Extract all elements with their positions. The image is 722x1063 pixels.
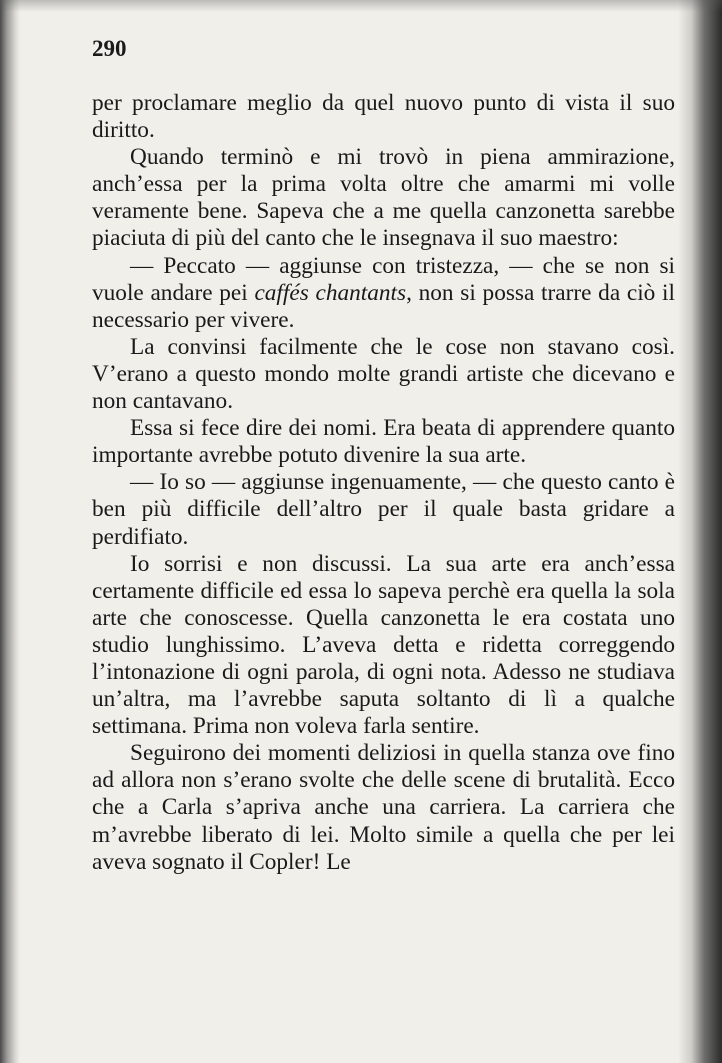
paragraph: Quando terminò e mi trovò in piena ammirazione, anch’essa per la prima volta oltre che amarmi mi volle veramente bene. Sapeva che a me quella canzonetta sarebbe piaciuta di più del canto che le insegnava il suo maestro: bbox=[92, 144, 675, 252]
paragraph: La convinsi facilmente che le cose non stavano così. V’erano a questo mondo molte grandi artiste che dicevano e non cantavano. bbox=[92, 333, 675, 415]
paragraph: — Peccato — aggiunse con tristezza, — che se non si vuole andare pei caffés chantants, non si possa trarre da ciò il necessario per vivere. bbox=[92, 252, 675, 333]
paragraph: — Io so — aggiunse ingenuamente, — che questo canto è ben più difficile dell’altro per il quale basta gridare a perdifiato. bbox=[92, 469, 675, 550]
body-text bbox=[92, 90, 675, 876]
paragraph: Essa si fece dire dei nomi. Era beata di apprendere quanto importante avrebbe potuto divenire la sua arte. bbox=[92, 415, 675, 469]
italic-phrase: caffés chantants bbox=[254, 279, 407, 306]
page-left-edge-shadow bbox=[0, 0, 20, 1063]
paragraph: per proclamare meglio da quel nuovo punto di vista il suo diritto. bbox=[92, 90, 675, 144]
paragraph: Seguirono dei momenti deliziosi in quella stanza ove fino ad allora non s’erano svolte che delle scene di brutalità. Ecco che a Carla s’apriva anche una carriera. La carriera che m’avrebbe liberato di lei. Molto simile a quella che per lei aveva sognato il Copler! Le bbox=[92, 740, 675, 875]
page-top-shadow bbox=[0, 0, 722, 12]
paragraph: Io sorrisi e non discussi. La sua arte era anch’essa certamente difficile ed essa lo sapeva perchè era quella la sola arte che conoscesse. Quella canzonetta le era costata uno studio lunghissimo. L’aveva detta e ridetta correggendo l’intonazione di ogni parola, di ogni nota. Adesso ne studiava un’altra, ma l’avrebbe saputa soltanto di lì a qualche settimana. Prima non voleva farla sentire. bbox=[92, 550, 675, 740]
page-right-edge-shadow bbox=[678, 0, 722, 1063]
page-number: 290 bbox=[92, 36, 127, 61]
